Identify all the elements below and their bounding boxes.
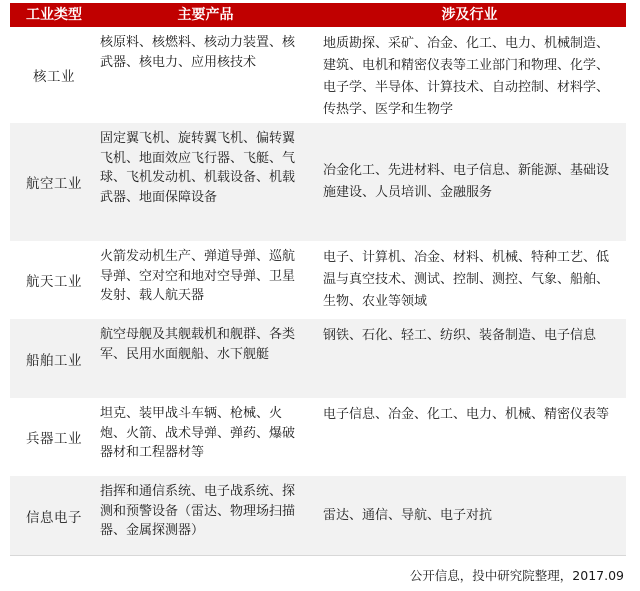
- row-industry: 兵器工业: [26, 431, 82, 447]
- source-note: 公开信息，投中研究院整理，2017.09: [409, 568, 624, 583]
- industry-table: [10, 3, 626, 556]
- row-fields: 地质勘探、采矿、冶金、化工、电力、机械制造、建筑、电机和精密仪表等工业部门和物理、化学、电子学、半导体、计算技术、自动控制、材料学、传热学、医学和生物学: [323, 36, 610, 117]
- table-row: [10, 27, 626, 123]
- row-products: 指挥和通信系统、电子战系统、探测和预警设备（雷达、物理场扫描器、金属探测器）: [100, 484, 296, 538]
- header-products: 主要产品: [177, 7, 234, 23]
- header-fields: 涉及行业: [441, 7, 498, 23]
- row-fields: 电子、计算机、冶金、材料、机械、特种工艺、低温与真空技术、测试、控制、测控、气象、船舶、生物、农业等领域: [323, 250, 610, 309]
- row-industry: 信息电子: [26, 509, 82, 526]
- table-row: [10, 241, 626, 319]
- header-industry: 工业类型: [26, 7, 82, 23]
- row-products: 固定翼飞机、旋转翼飞机、偏转翼飞机、地面效应飞行器、飞艇、气球、飞机发动机、机载设备、机载武器、地面保障设备: [100, 131, 296, 205]
- row-products: 核原料、核燃料、核动力装置、核武器、核电力、应用核技术: [100, 35, 296, 70]
- table-row: [10, 398, 626, 476]
- row-fields: [313, 123, 626, 241]
- row-fields-text: 冶金化工、先进材料、电子信息、新能源、基础设施建设、人员培训、金融服务: [323, 163, 610, 200]
- row-fields-text: 雷达、通信、导航、电子对抗: [323, 507, 493, 523]
- row-products: 火箭发动机生产、弹道导弹、巡航导弹、空对空和地对空导弹、卫星发射、载人航天器: [100, 249, 296, 303]
- row-fields: 电子信息、冶金、化工、电力、机械、精密仪表等: [323, 407, 610, 422]
- row-industry: 核工业: [33, 69, 75, 85]
- row-fields: 钢铁、石化、轻工、纺织、装备制造、电子信息: [323, 328, 597, 343]
- row-industry: 航天工业: [26, 274, 82, 290]
- row-products: 坦克、装甲战斗车辆、枪械、火炮、火箭、战术导弹、弹药、爆破器材和工程器材等: [100, 406, 296, 460]
- table-row: [10, 476, 626, 555]
- row-industry: 船舶工业: [26, 352, 82, 369]
- row-industry: 航空工业: [26, 176, 82, 192]
- table-header: [10, 3, 626, 27]
- row-products: 航空母舰及其舰载机和舰群、各类军、民用水面舰船、水下舰艇: [100, 327, 296, 362]
- table-row: [10, 123, 626, 241]
- table-row: [10, 319, 626, 398]
- row-fields: [313, 476, 626, 555]
